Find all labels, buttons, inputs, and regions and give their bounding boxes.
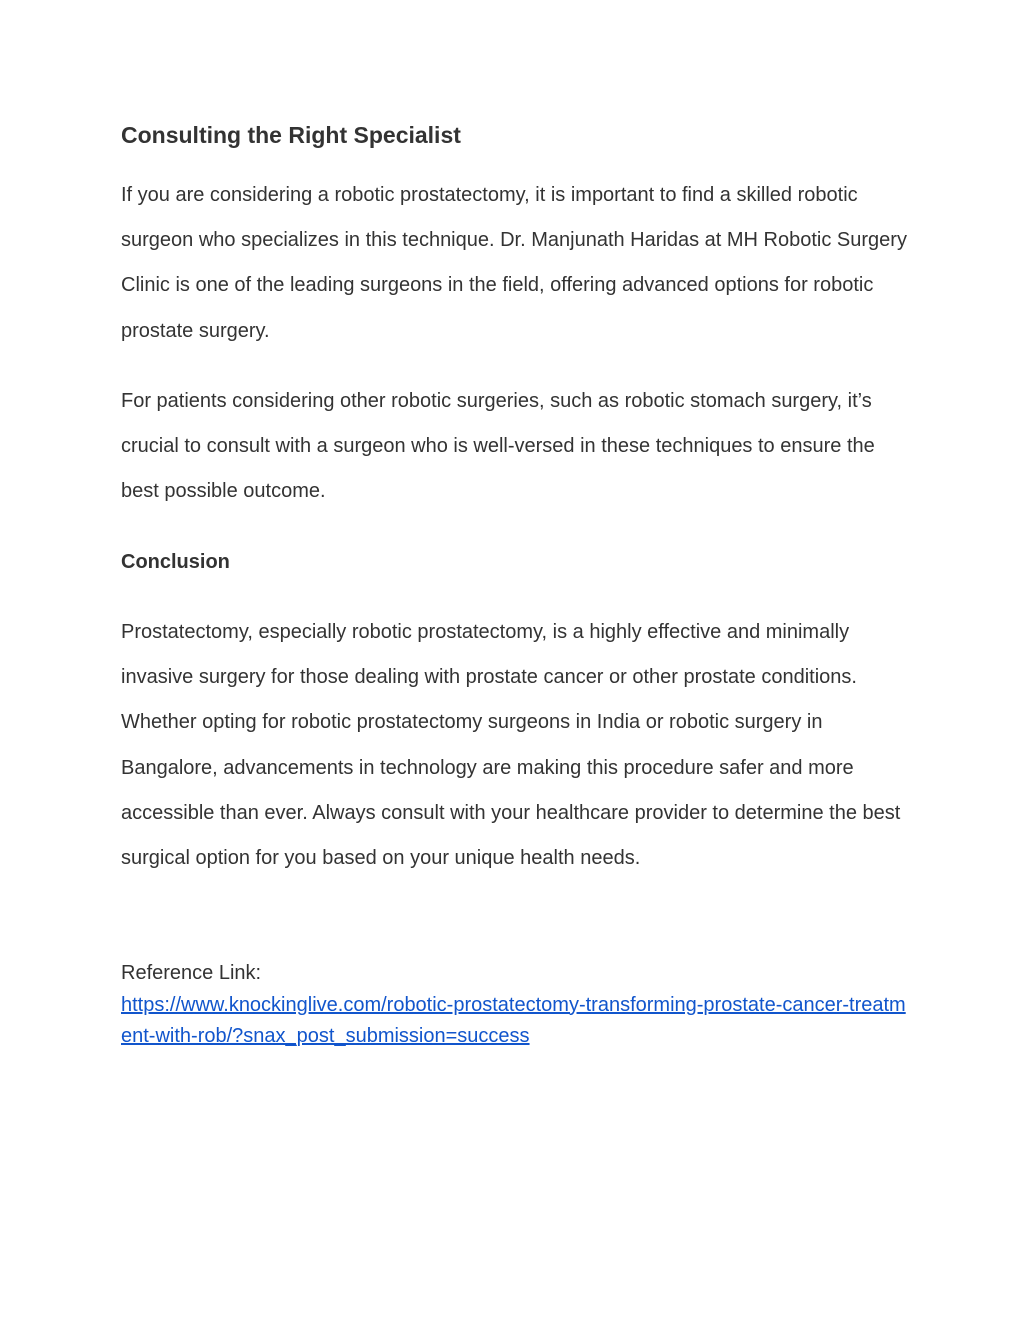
section-heading-consulting: Consulting the Right Specialist — [121, 122, 461, 148]
section-heading-conclusion: Conclusion — [121, 551, 230, 573]
paragraph-conclusion: Prostatectomy, especially robotic prostatectomy, is a highly effective and minimally invasive surgery for those dealing with prostate cancer or other prostate conditions. Whether opting for robotic prostatectomy surgeons in India or robotic surgery in Bangalore, advancements in technology are making this procedure safer and more accessible than ever. Always consult with your healthcare provider to determine the best surgical option for you based on your unique health needs. — [121, 621, 901, 870]
reference-block — [121, 958, 911, 1053]
reference-link[interactable]: https://www.knockinglive.com/robotic-prostatectomy-transforming-prostate-cancer-treatment-with-rob/?snax_post_submission=success — [121, 993, 906, 1047]
paragraph-other-surgeries: For patients considering other robotic surgeries, such as robotic stomach surgery, it’s crucial to consult with a surgeon who is well-versed in these techniques to ensure the best possible outcome. — [121, 390, 875, 503]
reference-label: Reference Link: — [121, 962, 262, 984]
paragraph-specialist: If you are considering a robotic prostatectomy, it is important to find a skilled robotic surgeon who specializes in this technique. Dr. Manjunath Haridas at MH Robotic Surgery Clinic is one of the leading surgeons in the field, offering advanced options for robotic prostate surgery. — [121, 184, 907, 342]
